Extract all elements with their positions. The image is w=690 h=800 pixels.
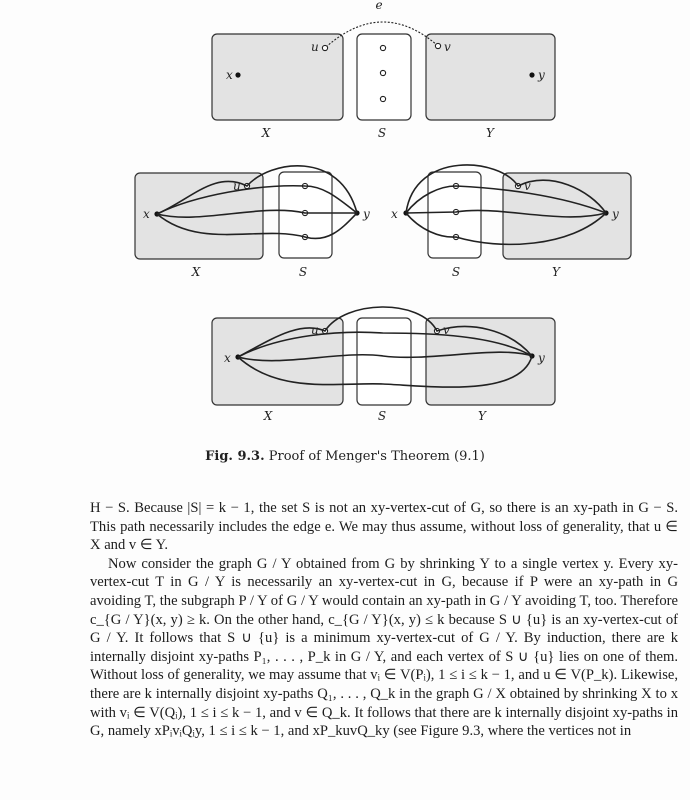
label-X-1: X: [261, 126, 271, 140]
body-text: [90, 499, 678, 741]
vertex-x-label-3: x: [224, 351, 231, 365]
vertex-u: [322, 45, 327, 50]
label-Y-3: Y: [478, 409, 486, 423]
label-Y-2b: Y: [552, 265, 560, 279]
paragraph-1: H − S. Because |S| = k − 1, the set S is not an xy-vertex-cut of G, so there is an xy-path in G − S. This path necessarily includes the edge e. We may thus assume, without loss of generality, that u ∈ X and v ∈ Y.: [90, 500, 678, 554]
vertex-s2: [380, 70, 385, 75]
vertex-u-label-2a: u: [233, 179, 241, 193]
vertex-y-label-3: y: [538, 351, 545, 365]
figure-caption: [0, 449, 690, 464]
paragraph-2: Now consider the graph G / Y obtained from G by shrinking Y to a single vertex y. Every xy-vertex-cut T in G / Y is necessarily an xy-vertex-cut in G, because if P were an xy-path in G avoiding T, the subgraph P / Y of G / Y would contain an xy-path in G / Y avoiding T, too. Therefore c_{G / Y}(x, y) ≥ k. On the other hand, c_{G / Y}(x, y) ≤ k because S ∪ {u} is an xy-vertex-cut of G / Y. It follows that S ∪ {u} is a minimum xy-vertex-cut of G / Y. By induction, there are k internally disjoint xy-paths P₁, . . . , P_k in G / Y, and each vertex of S ∪ {u} lies on one of them. Without loss of generality, we may assume that vᵢ ∈ V(Pᵢ), 1 ≤ i ≤ k − 1, and u ∈ V(P_k). Likewise, there are k internally disjoint xy-paths Q₁, . . . , Q_k in the graph G / X obtained by shrinking X to x with vᵢ ∈ V(Qᵢ), 1 ≤ i ≤ k − 1, and v ∈ Q_k. It follows that there are k internally disjoint xy-paths in G, namely xPᵢvᵢQᵢy, 1 ≤ i ≤ k − 1, and xP_kuvQ_ky (see Figure 9.3, where the vertices not in: [90, 555, 678, 740]
vertex-y-label: y: [538, 68, 545, 82]
vertex-v-label: v: [444, 40, 451, 54]
vertex-v: [435, 43, 440, 48]
vertex-x-label-2b: x: [391, 207, 398, 221]
vertex-u-label: u: [311, 40, 319, 54]
label-X-2a: X: [191, 265, 201, 279]
diagram-3-combined: [212, 307, 555, 423]
label-S-3: S: [377, 409, 387, 423]
label-S-2a: S: [298, 265, 308, 279]
diagram-2-G-over-X: [391, 165, 631, 279]
label-S-1: S: [377, 126, 387, 140]
vertex-v-label-2b: v: [524, 179, 531, 193]
vertex-s3: [380, 96, 385, 101]
figure-number: Fig. 9.3.: [205, 449, 265, 464]
vertex-v-label-3: v: [443, 323, 450, 337]
vertex-s1: [380, 45, 385, 50]
diagram-1-separation: [212, 0, 555, 140]
vertex-y: [529, 72, 534, 77]
set-S-box-3: [357, 318, 411, 405]
label-Y-1: Y: [486, 126, 494, 140]
edge-e-label: e: [375, 0, 383, 12]
vertex-y-label-2b: y: [612, 207, 619, 221]
vertex-x-label: x: [226, 68, 233, 82]
figure-caption-text: Proof of Menger's Theorem (9.1): [268, 449, 485, 464]
diagram-2-G-over-Y: [135, 166, 370, 279]
label-X-3: X: [263, 409, 273, 423]
vertex-y-label-2a: y: [363, 207, 370, 221]
vertex-u-label-3: u: [311, 323, 319, 337]
label-S-2b: S: [451, 265, 461, 279]
vertex-x-label-2a: x: [143, 207, 150, 221]
vertex-x: [235, 72, 240, 77]
